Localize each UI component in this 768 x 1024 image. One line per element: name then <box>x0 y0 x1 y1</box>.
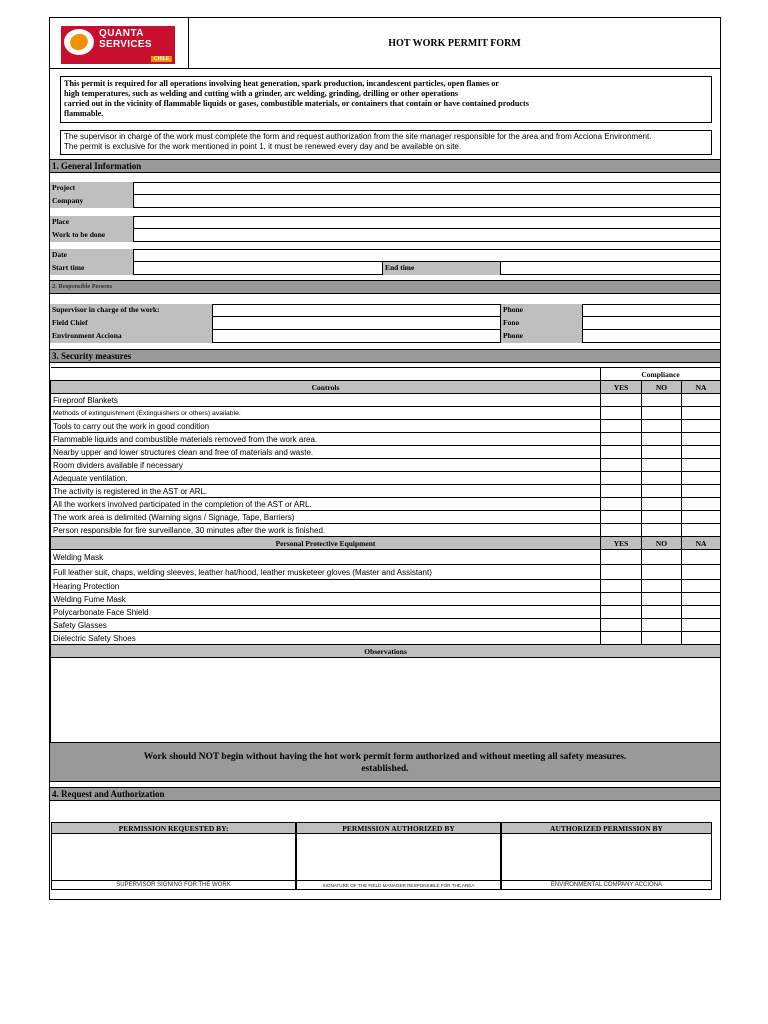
supervisor-row <box>50 304 720 317</box>
table-row <box>51 446 721 459</box>
place-field[interactable] <box>134 216 720 229</box>
na-check[interactable] <box>682 472 721 485</box>
table-row <box>51 580 721 593</box>
ppe-item: Welding Mask <box>51 550 601 565</box>
yes-check[interactable] <box>601 498 642 511</box>
yes-check[interactable] <box>601 550 642 565</box>
yes-check[interactable] <box>601 394 642 407</box>
warning-line: Work should NOT begin without having the hot work permit form authorized and without meeting all safety measures. <box>143 752 627 762</box>
intro-notice <box>60 76 712 123</box>
na-check[interactable] <box>682 394 721 407</box>
na-check[interactable] <box>682 511 721 524</box>
time-row <box>50 262 720 275</box>
no-check[interactable] <box>642 606 682 619</box>
form-title: HOT WORK PERMIT FORM <box>189 18 720 69</box>
control-item: Methods of extinguishment (Extinguishers or others) available. <box>51 407 601 420</box>
notice-line: The permit is exclusive for the work mentioned in point 1, it must be renewed every day and be available on site. <box>64 142 462 151</box>
table-row <box>51 472 721 485</box>
na-check[interactable] <box>682 550 721 565</box>
na-check[interactable] <box>682 420 721 433</box>
control-item: Room dividers available if necessary <box>51 459 601 472</box>
yes-check[interactable] <box>601 472 642 485</box>
control-item: Adequate ventilation. <box>51 472 601 485</box>
control-item: Flammable liquids and combustible materials removed from the work area. <box>51 433 601 446</box>
environment-field[interactable] <box>213 330 501 343</box>
no-check[interactable] <box>642 565 682 580</box>
na-check[interactable] <box>682 485 721 498</box>
yes-check[interactable] <box>601 580 642 593</box>
warning-band <box>50 742 720 782</box>
na-check[interactable] <box>682 433 721 446</box>
phone-label: Phone <box>501 304 583 317</box>
observations-header: Observations <box>51 645 721 658</box>
control-item: The work area is delimited (Warning signs / Signage, Tape, Barriers) <box>51 511 601 524</box>
na-check[interactable] <box>682 498 721 511</box>
logo-text-1: QUANTA <box>99 28 145 39</box>
control-item: Tools to carry out the work in good condition <box>51 420 601 433</box>
no-header: NO <box>642 537 682 550</box>
control-item: Nearby upper and lower structures clean and free of materials and waste. <box>51 446 601 459</box>
work-field[interactable] <box>134 229 720 242</box>
logo-chile: CHILE <box>151 56 172 62</box>
no-check[interactable] <box>642 593 682 606</box>
section-security: 3. Security measures <box>50 349 720 363</box>
supervisor-phone-field[interactable] <box>583 304 720 317</box>
no-header: NO <box>642 381 682 394</box>
yes-check[interactable] <box>601 485 642 498</box>
table-row <box>51 459 721 472</box>
table-row <box>51 433 721 446</box>
date-label: Date <box>50 249 134 262</box>
start-time-label: Start time <box>50 262 134 275</box>
yes-check[interactable] <box>601 420 642 433</box>
field-manager-signature-caption: SIGNATURE OF THE FIELD MANAGER RESPONSIBLE FOR THE AREA <box>296 880 501 890</box>
control-item: The activity is registered in the AST or ARL. <box>51 485 601 498</box>
na-check[interactable] <box>682 580 721 593</box>
field-manager-signature-box[interactable] <box>296 833 501 881</box>
quanta-logo <box>61 26 175 64</box>
control-item: All the workers involved participated in the completion of the AST or ARL. <box>51 498 601 511</box>
field-chief-row <box>50 317 720 330</box>
table-row <box>51 619 721 632</box>
end-time-label: End time <box>383 262 501 275</box>
no-check[interactable] <box>642 446 682 459</box>
ppe-item: Welding Fume Mask <box>51 593 601 606</box>
yes-check[interactable] <box>601 619 642 632</box>
no-check[interactable] <box>642 485 682 498</box>
environment-signature-box[interactable] <box>501 833 712 881</box>
q-logo-icon <box>64 29 94 55</box>
table-row <box>51 407 721 420</box>
supervisor-label: Supervisor in charge of the work: <box>50 304 213 317</box>
field-chief-field[interactable] <box>213 317 501 330</box>
fono-label: Fono <box>501 317 583 330</box>
no-check[interactable] <box>642 407 682 420</box>
table-row <box>51 606 721 619</box>
yes-check[interactable] <box>601 511 642 524</box>
intro-line: flammable. <box>64 109 104 118</box>
start-time-field[interactable] <box>134 262 383 275</box>
intro-line: carried out in the vicinity of flammable liquids or gases, combustible materials, or containers that contain or have contained products <box>64 99 529 108</box>
section-responsible: 2. Responsible Persons <box>50 280 720 294</box>
environment-label: Environment Acciona <box>50 330 213 343</box>
na-check[interactable] <box>682 619 721 632</box>
authorized-permission-header: AUTHORIZED PERMISSION BY <box>501 822 712 834</box>
project-label: Project <box>50 182 134 195</box>
no-check[interactable] <box>642 580 682 593</box>
na-check[interactable] <box>682 632 721 645</box>
no-check[interactable] <box>642 619 682 632</box>
supervisor-signature-caption: SUPERVISOR SIGNING FOR THE WORK <box>51 880 296 890</box>
yes-check[interactable] <box>601 632 642 645</box>
date-row <box>50 249 720 262</box>
logo-cell <box>50 18 189 69</box>
na-check[interactable] <box>682 524 721 537</box>
yes-check[interactable] <box>601 565 642 580</box>
no-check[interactable] <box>642 472 682 485</box>
field-chief-phone-field[interactable] <box>583 317 720 330</box>
na-check[interactable] <box>682 446 721 459</box>
end-time-field[interactable] <box>501 262 720 275</box>
yes-check[interactable] <box>601 524 642 537</box>
environment-row <box>50 330 720 343</box>
na-check[interactable] <box>682 565 721 580</box>
environment-signature-caption: ENVIRONMENTAL COMPANY ACCIONA <box>501 880 712 890</box>
table-row <box>51 565 721 580</box>
ppe-item: Polycarbonate Face Shield <box>51 606 601 619</box>
supervisor-notice <box>60 130 712 155</box>
project-field[interactable] <box>134 182 720 195</box>
na-header: NA <box>682 537 721 550</box>
date-field[interactable] <box>134 249 720 262</box>
no-check[interactable] <box>642 394 682 407</box>
intro-line: This permit is required for all operations involving heat generation, spark production, incandescent particles, open flames or <box>64 79 499 88</box>
yes-header: YES <box>601 537 642 550</box>
na-check[interactable] <box>682 593 721 606</box>
project-row <box>50 182 720 195</box>
warning-line: established. <box>361 764 409 774</box>
ppe-header: Personal Protective Equipment <box>51 537 601 550</box>
observations-field[interactable] <box>51 658 721 745</box>
company-label: Company <box>50 195 134 208</box>
yes-check[interactable] <box>601 459 642 472</box>
ppe-item: Safety Glasses <box>51 619 601 632</box>
work-row <box>50 229 720 242</box>
na-check[interactable] <box>682 606 721 619</box>
table-row <box>51 498 721 511</box>
table-row <box>51 394 721 407</box>
table-row <box>51 593 721 606</box>
yes-check[interactable] <box>601 433 642 446</box>
table-row <box>51 511 721 524</box>
phone-label: Phone <box>501 330 583 343</box>
no-check[interactable] <box>642 433 682 446</box>
intro-line: high temperatures, such as welding and cutting with a grinder, arc welding, grinding, drilling or other operations <box>64 89 458 98</box>
no-check[interactable] <box>642 459 682 472</box>
supervisor-signature-box[interactable] <box>51 833 296 881</box>
table-row <box>51 485 721 498</box>
na-check[interactable] <box>682 407 721 420</box>
logo-text-2: SERVICES <box>99 39 152 50</box>
supervisor-field[interactable] <box>213 304 501 317</box>
ppe-item: Hearing Protection <box>51 580 601 593</box>
controls-header: Controls <box>51 381 601 394</box>
ppe-item: Dielectric Safety Shoes <box>51 632 601 645</box>
environment-phone-field[interactable] <box>583 330 720 343</box>
yes-header: YES <box>601 381 642 394</box>
no-check[interactable] <box>642 632 682 645</box>
table-row <box>51 550 721 565</box>
table-row <box>51 632 721 645</box>
na-check[interactable] <box>682 459 721 472</box>
yes-check[interactable] <box>601 407 642 420</box>
work-label: Work to be done <box>50 229 134 242</box>
ppe-item: Full leather suit, chaps, welding sleeves, leather hat/hood, leather musketeer gloves (Master and Assistant) <box>51 565 601 580</box>
section-authorization: 4. Request and Authorization <box>50 787 720 801</box>
no-check[interactable] <box>642 420 682 433</box>
requested-by-header: PERMISSION REQUESTED BY: <box>51 822 296 834</box>
no-check[interactable] <box>642 498 682 511</box>
compliance-header: Compliance <box>601 368 721 381</box>
authorized-by-header: PERMISSION AUTHORIZED BY <box>296 822 501 834</box>
yes-check[interactable] <box>601 606 642 619</box>
field-chief-label: Field Chief <box>50 317 213 330</box>
table-row <box>51 524 721 537</box>
no-check[interactable] <box>642 511 682 524</box>
company-row <box>50 195 720 208</box>
section-general-info: 1. General Information <box>50 159 720 173</box>
permit-form <box>49 17 721 900</box>
yes-check[interactable] <box>601 593 642 606</box>
no-check[interactable] <box>642 524 682 537</box>
security-table-wrap <box>50 367 721 745</box>
control-item: Fireproof Blankets <box>51 394 601 407</box>
place-label: Place <box>50 216 134 229</box>
no-check[interactable] <box>642 550 682 565</box>
notice-line: The supervisor in charge of the work must complete the form and request authorization from the site manager responsible for the area and from Acciona Environment. <box>64 132 652 141</box>
security-table <box>50 367 721 745</box>
yes-check[interactable] <box>601 446 642 459</box>
company-field[interactable] <box>134 195 720 208</box>
control-item: Person responsible for fire surveillance, 30 minutes after the work is finished. <box>51 524 601 537</box>
table-row <box>51 420 721 433</box>
na-header: NA <box>682 381 721 394</box>
place-row <box>50 216 720 229</box>
